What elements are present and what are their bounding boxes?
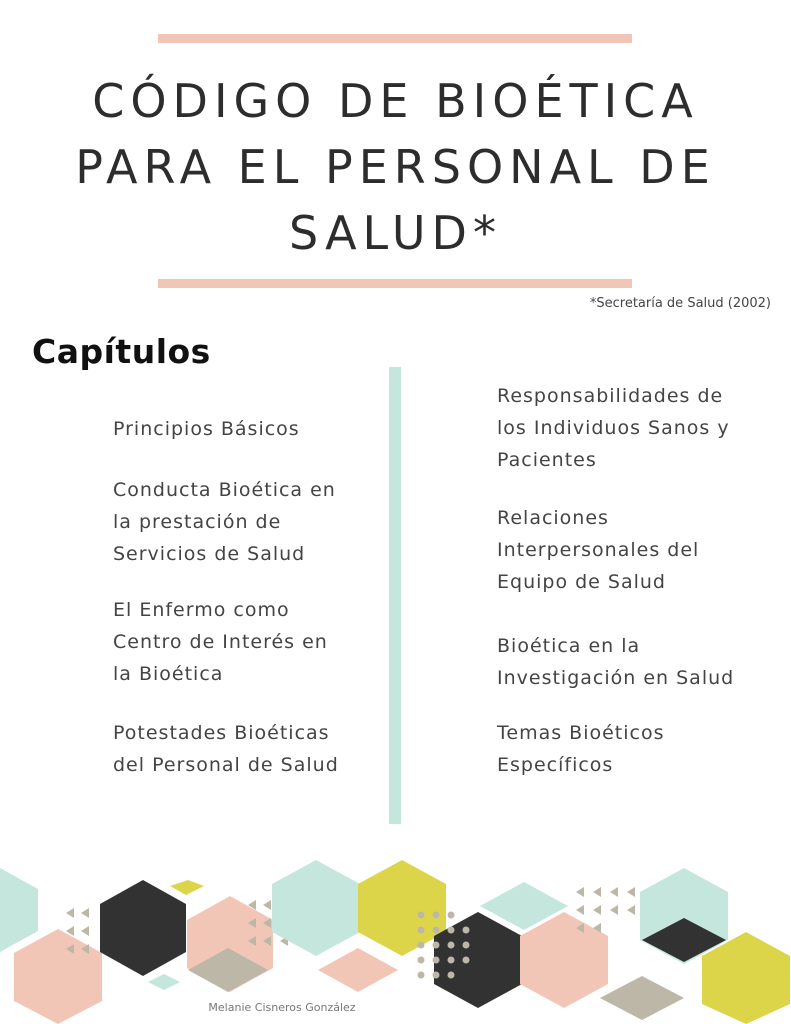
mint-hexagon (0, 868, 38, 952)
source-note: *Secretaría de Salud (2002) (589, 296, 771, 311)
document-title (0, 68, 791, 266)
chapter-label: Relaciones Interpersonales del Equipo de Salud (497, 507, 700, 593)
title-line-2: PARA EL PERSONAL DE (75, 140, 716, 194)
charcoal-hexagon (100, 880, 186, 976)
charcoal-hexagon (434, 912, 522, 1008)
column-divider (389, 367, 401, 824)
chapter-label: Responsabilidades de los Individuos Sanos y Pacientes (497, 385, 730, 471)
yellow-diamond (170, 880, 204, 895)
chapter-label: Bioética en la Investigación en Salud (497, 635, 735, 689)
chapter-label: Conducta Bioética en la prestación de Servicios de Salud (113, 479, 336, 565)
chapter-label: El Enfermo como Centro de Interés en la Bioética (113, 599, 328, 685)
hexagon-pattern-decoration (0, 855, 791, 1024)
chapters-heading: Capítulos (32, 332, 211, 371)
pink-diamond (318, 948, 398, 992)
chapter-label: Potestades Bioéticas del Personal de Salud (113, 722, 339, 776)
bottom-decorative-rule (158, 279, 632, 288)
title-line-3: SALUD* (289, 206, 502, 260)
taupe-diamond (600, 976, 684, 1020)
title-line-1: CÓDIGO DE BIOÉTICA (92, 74, 699, 128)
author-credit: Melanie Cisneros González (208, 1001, 356, 1014)
mint-diamond (148, 974, 180, 990)
chapter-label: Principios Básicos (113, 418, 300, 440)
chapter-label: Temas Bioéticos Específicos (497, 722, 665, 776)
yellow-hexagon (358, 860, 446, 956)
top-decorative-rule (158, 34, 632, 43)
pink-hexagon (520, 912, 608, 1008)
